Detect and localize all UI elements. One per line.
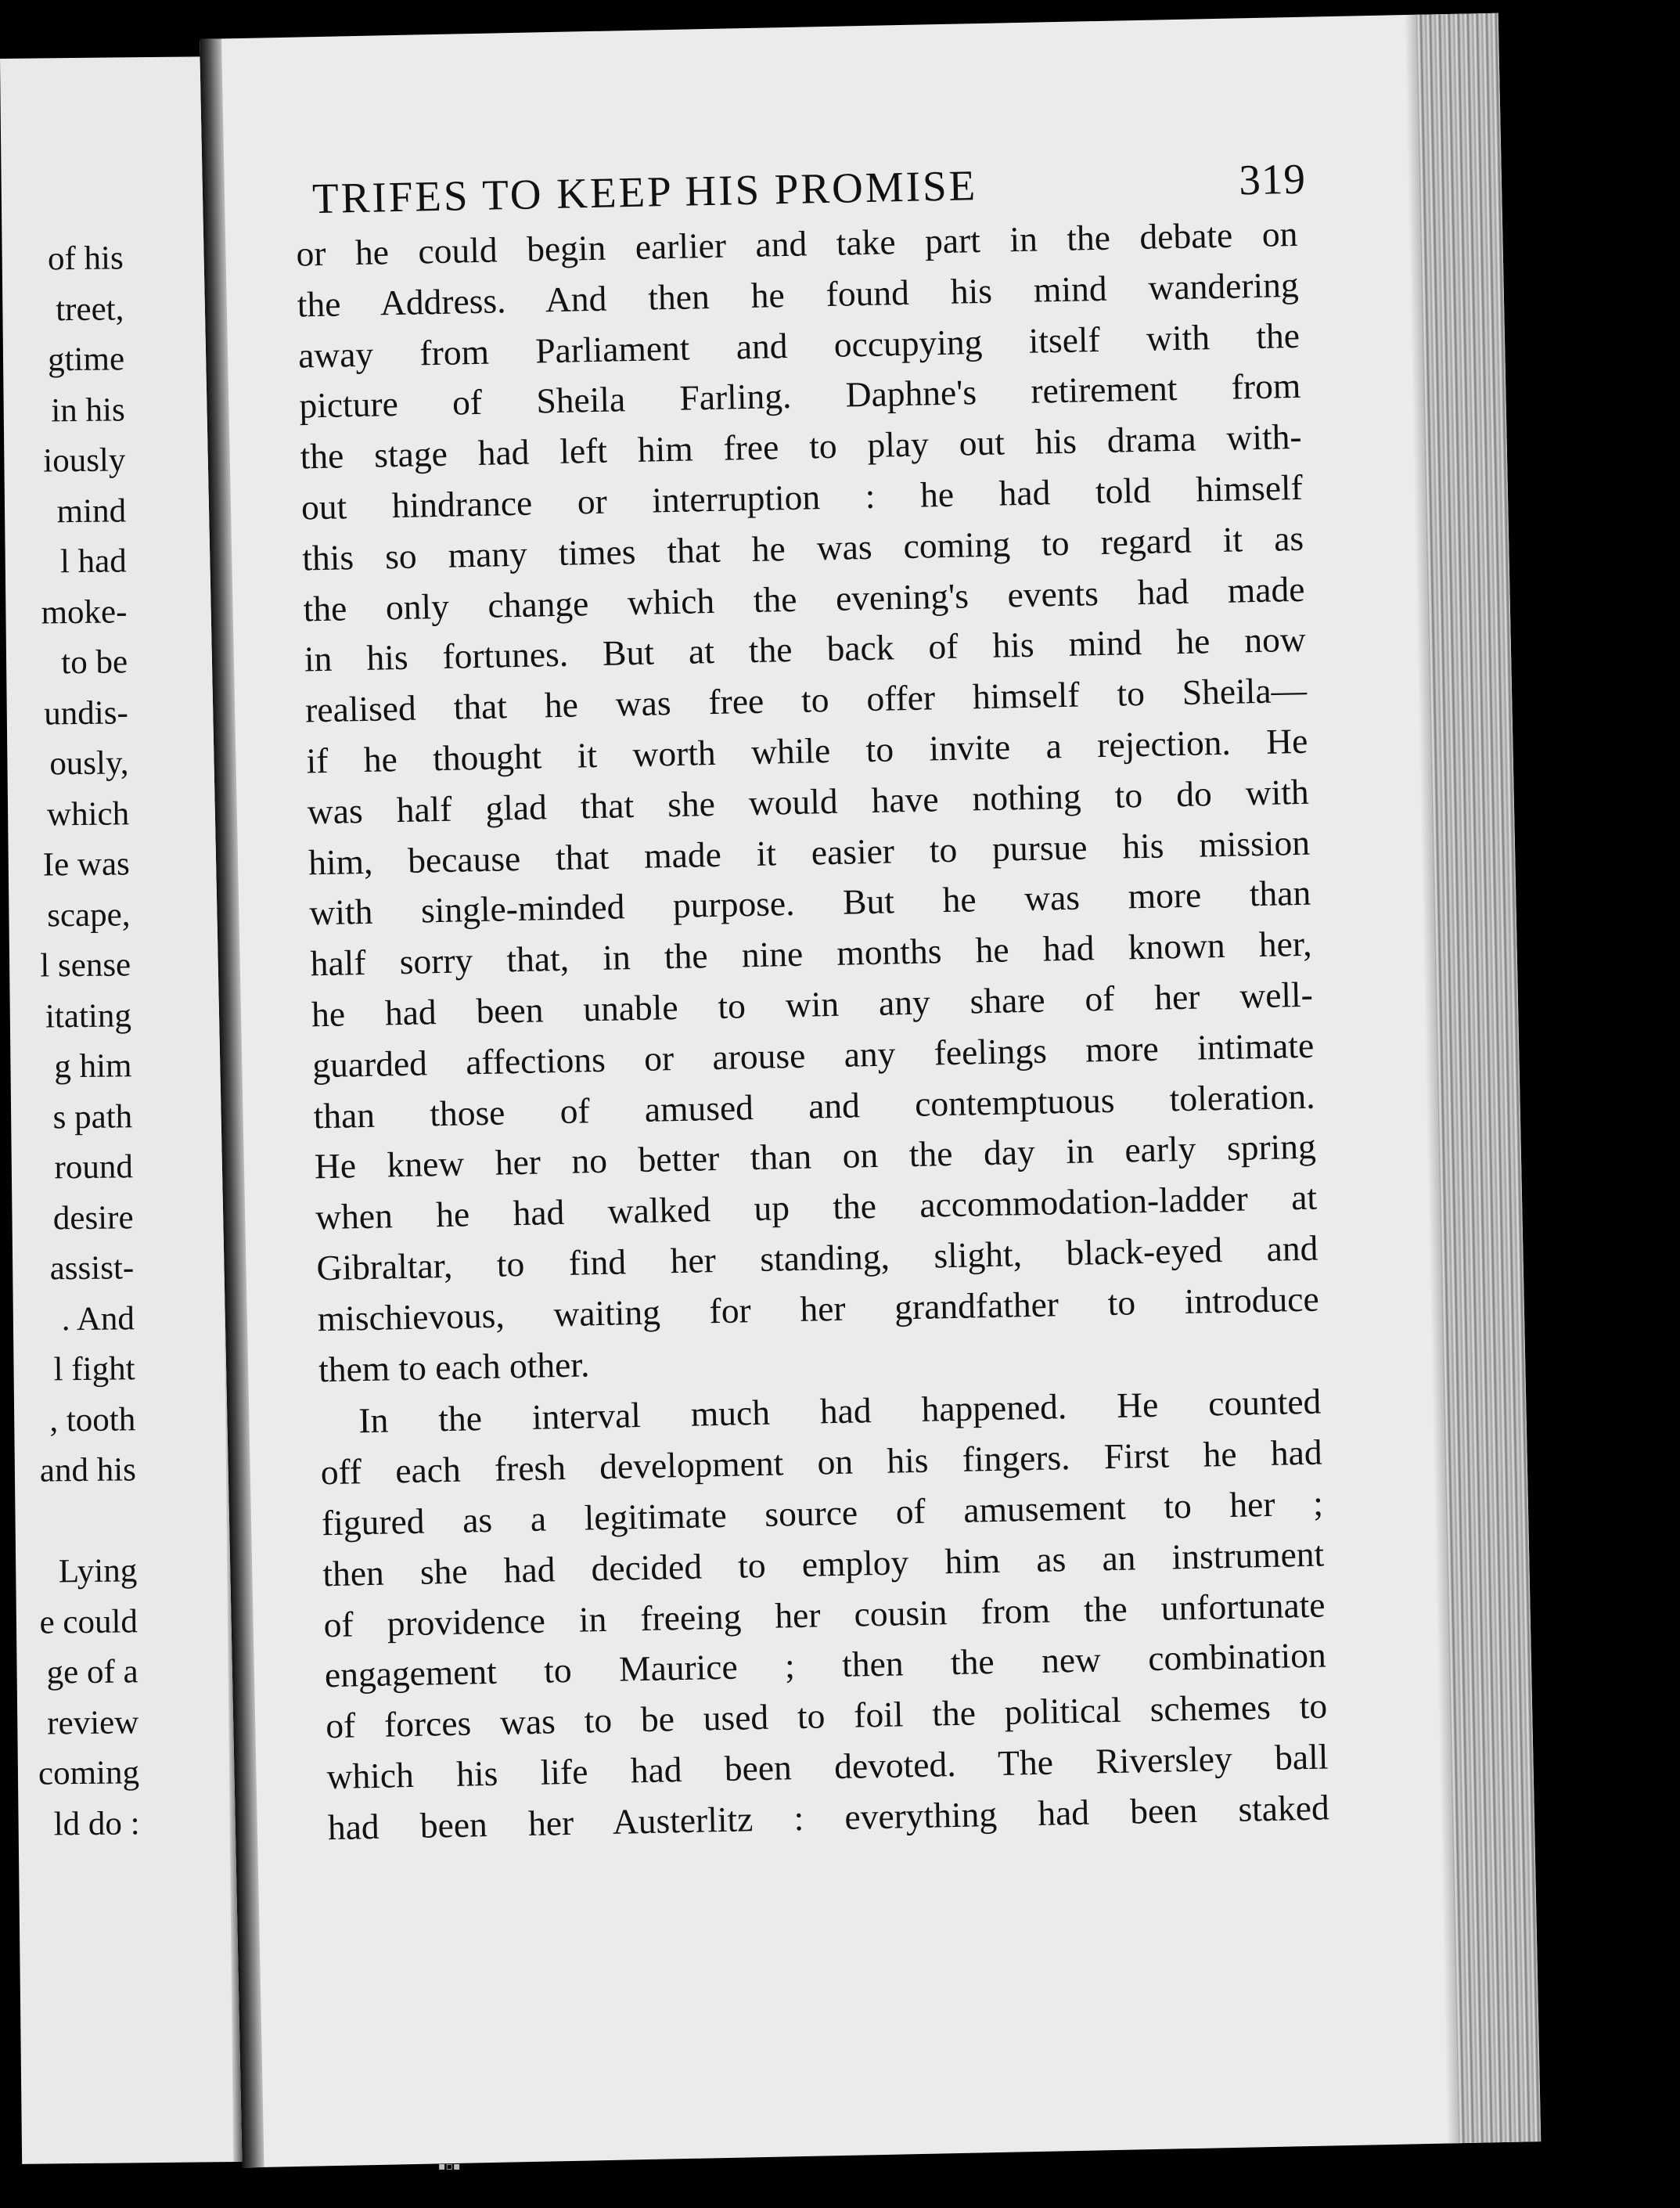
page-number: 319 (1238, 154, 1307, 204)
body-line: if he thought it worth while to invite a rejection. He (306, 720, 1308, 781)
left-page-line: Ie was (42, 845, 131, 884)
body-line: the Address. And then he found his mind wandering (297, 264, 1300, 325)
left-page-text (0, 233, 140, 1851)
left-page-line: itating (45, 996, 132, 1035)
body-line: him, because that made it easier to pursue his mission (308, 822, 1311, 882)
body-line: the stage had left him free to play out his drama with- (300, 416, 1302, 477)
body-line: than those of amused and contemptuous toleration. (313, 1075, 1315, 1136)
left-page-line: of his (47, 240, 124, 278)
body-line: them to each other. (318, 1343, 590, 1389)
body-line: picture of Sheila Farling. Daphne's retirement from (298, 366, 1301, 426)
left-page-line: undis- (44, 693, 129, 732)
left-page-line: l had (59, 542, 127, 581)
left-page-line: coming (38, 1754, 140, 1792)
left-page-line: in his (51, 391, 125, 429)
body-line: he had been unable to win any share of her well- (311, 974, 1314, 1035)
body-line: the only change which the evening's events had made (303, 568, 1305, 629)
left-page-line: Lying (58, 1552, 138, 1590)
left-page-line: ge of a (46, 1653, 139, 1691)
body-line: off each fresh development on his fingers. First he had (320, 1432, 1323, 1493)
left-page-line: and his (39, 1451, 137, 1489)
body-line: Gibraltar, to find her standing, slight, black-eyed and (316, 1227, 1318, 1288)
chapter-running-title: TRIFES TO KEEP HIS PROMISE (311, 161, 978, 223)
left-page-line: moke- (41, 593, 128, 631)
body-line: away from Parliament and occupying itself with the (297, 315, 1300, 376)
left-page-line: iously (42, 441, 126, 480)
left-page-line: treet, (55, 290, 124, 328)
body-line: out hindrance or interruption : he had told himself (300, 466, 1304, 528)
body-line: of forces was to be used to foil the political schemes to (325, 1685, 1328, 1746)
left-page-line: l sense (40, 946, 131, 985)
body-line: in his fortunes. But at the back of his mind he now (304, 619, 1307, 679)
body-line: was half glad that she would have nothing to do with (307, 771, 1310, 832)
body-line: half sorry that, in the nine months he had known her, (310, 923, 1312, 984)
left-page-line: assist- (49, 1249, 135, 1288)
left-page-line: . And (61, 1299, 135, 1338)
left-page-line: gtime (47, 340, 125, 379)
body-line: this so many times that he was coming to regard it as (301, 517, 1304, 578)
left-page-line: ously, (49, 744, 129, 783)
right-page (200, 13, 1541, 2168)
left-page-line: ld do : (53, 1804, 140, 1842)
left-page-line: scape, (46, 895, 131, 934)
scan-smudge-mark: ▪▫▪ (438, 2160, 461, 2173)
body-line: had been her Austerlitz : everything had been staked (327, 1787, 1330, 1847)
left-page-line: s path (52, 1097, 133, 1136)
body-line: which his life had been devoted. The Riversley ball (326, 1736, 1329, 1797)
left-page-line: , tooth (49, 1400, 136, 1439)
body-line: or he could begin earlier and take part in the debate on (296, 213, 1298, 274)
left-page-line: l fight (53, 1350, 135, 1389)
body-line: realised that he was free to offer himself to Sheila— (304, 669, 1308, 730)
paragraph-2 (319, 1377, 1329, 1853)
paragraph-1 (296, 209, 1321, 1396)
left-page-line: desire (52, 1198, 134, 1237)
left-page-line: round (54, 1148, 134, 1187)
left-page-line: e could (39, 1602, 139, 1641)
left-page-line: mind (56, 492, 127, 530)
left-page-line: to be (61, 643, 128, 682)
body-line: of providence in freeing her cousin from the unfortunate (323, 1584, 1326, 1644)
left-page-line: which (46, 794, 130, 833)
body-line: guarded affections or arouse any feelings more intimate (311, 1025, 1315, 1086)
body-line: mischievous, waiting for her grandfather to introduce (317, 1278, 1320, 1339)
left-page-line: g him (54, 1047, 132, 1086)
body-line: when he had walked up the accommodation-ladder at (315, 1176, 1318, 1237)
body-text (296, 209, 1329, 1853)
body-line: with single-minded purpose. But he was more than (308, 873, 1311, 933)
left-page-line (0, 1496, 137, 1549)
body-line: figured as a legitimate source of amusement to her ; (321, 1482, 1324, 1543)
body-line: then she had decided to employ him as an instrument (322, 1533, 1325, 1594)
left-page-line: review (47, 1703, 139, 1742)
body-line: engagement to Maurice ; then the new combination (324, 1634, 1327, 1695)
body-line: He knew her no better than on the day in early spring (314, 1126, 1317, 1187)
body-line: In the interval much had happened. He counted (358, 1381, 1322, 1441)
